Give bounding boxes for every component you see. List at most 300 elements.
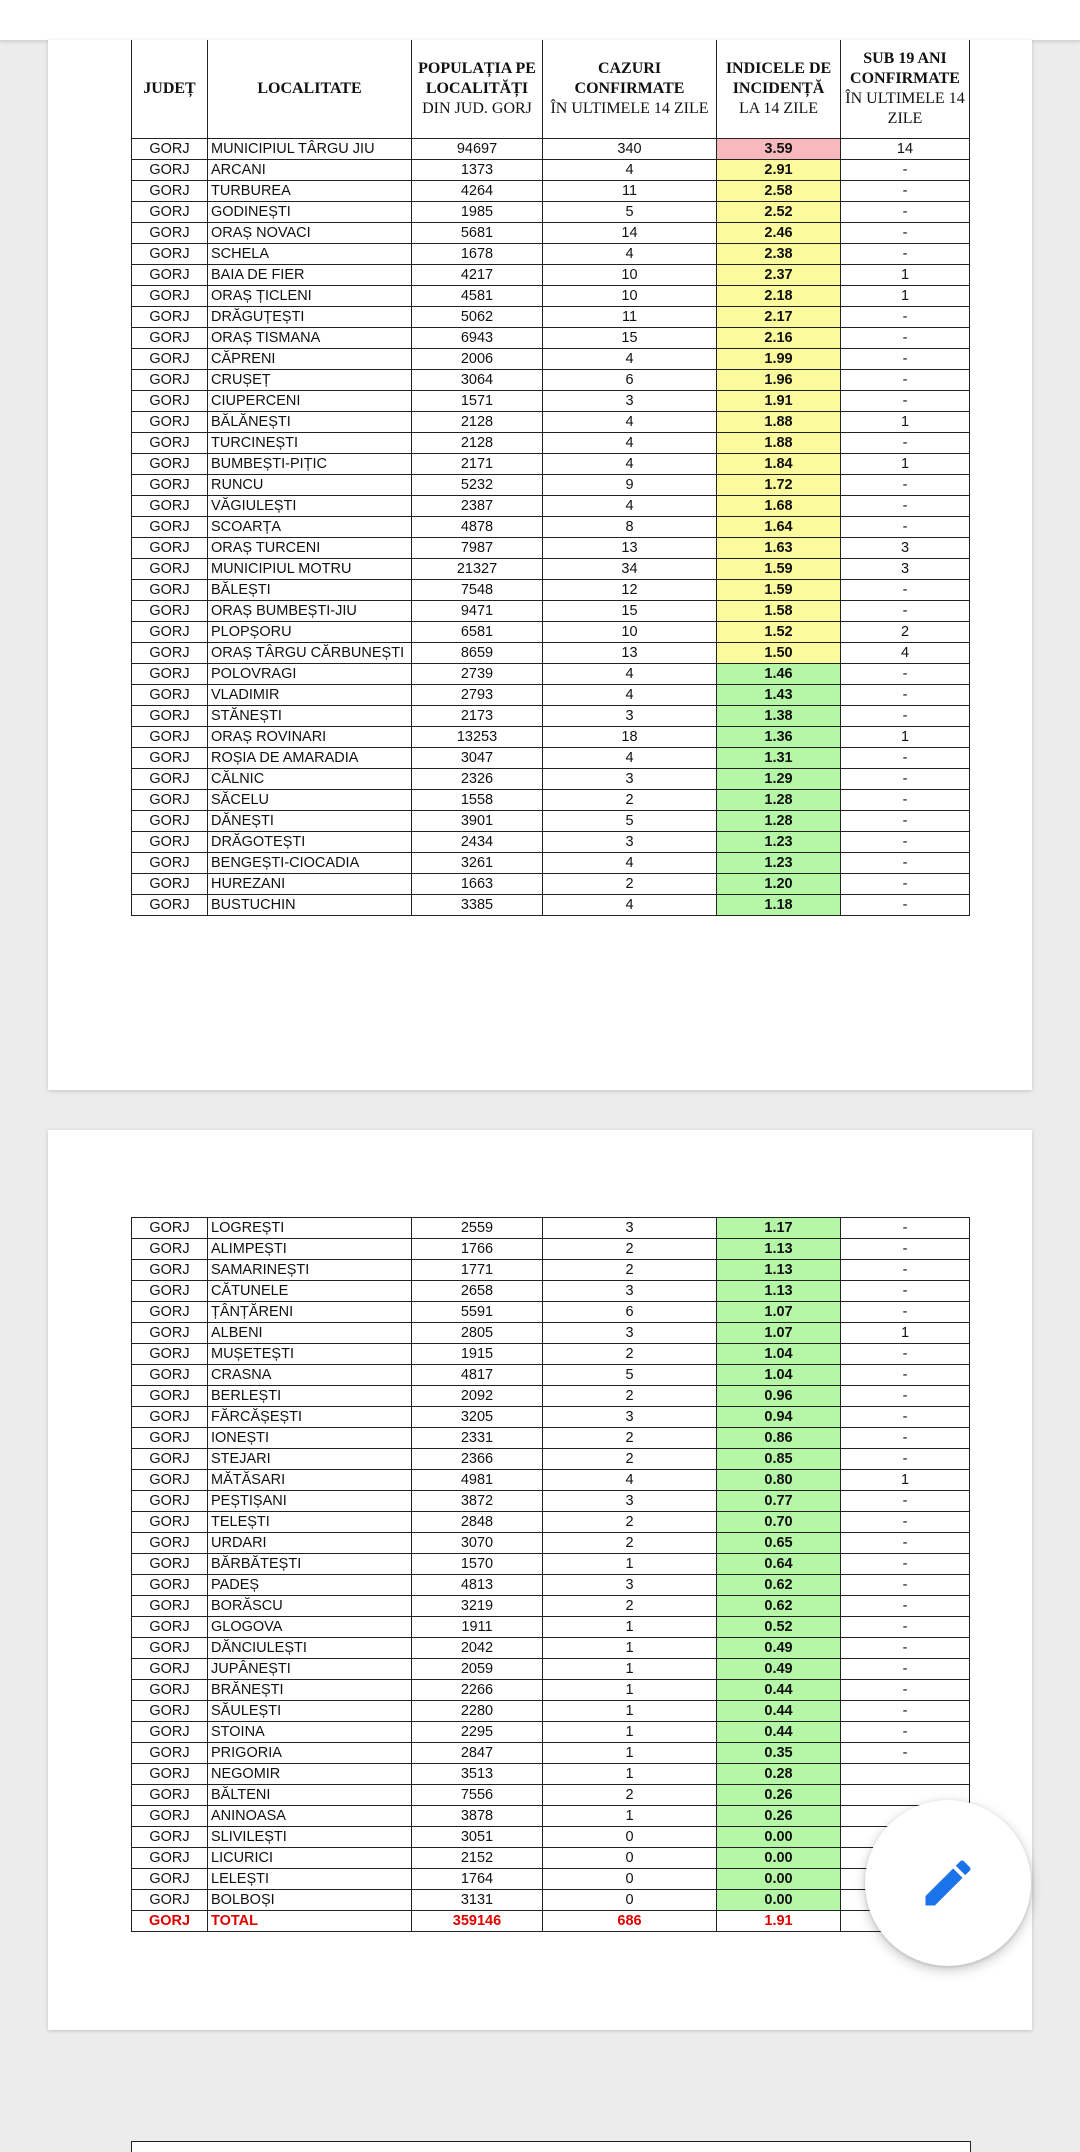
cell-sub19: 4 [841, 643, 970, 664]
table-row [132, 1785, 970, 1806]
table-row [132, 328, 970, 349]
cell-localitate: CĂPRENI [208, 349, 412, 370]
cell-populatie: 1985 [412, 202, 543, 223]
cell-judet: GORJ [132, 1827, 208, 1848]
cell-indice: 0.26 [717, 1806, 841, 1827]
table-row [132, 1386, 970, 1407]
cell-populatie: 4981 [412, 1470, 543, 1491]
cell-indice: 0.26 [717, 1785, 841, 1806]
cell-cazuri: 13 [543, 643, 717, 664]
cell-indice: 1.07 [717, 1302, 841, 1323]
incidence-table-page-1 [131, 40, 970, 916]
cell-judet: GORJ [132, 1890, 208, 1911]
cell-cazuri: 2 [543, 1344, 717, 1365]
cell-sub19: 1 [841, 454, 970, 475]
cell-localitate: ORAȘ ȚICLENI [208, 286, 412, 307]
cell-judet: GORJ [132, 1281, 208, 1302]
cell-localitate: ROȘIA DE AMARADIA [208, 748, 412, 769]
total-row [132, 1911, 970, 1932]
cell-indice: 0.96 [717, 1386, 841, 1407]
table-row [132, 1323, 970, 1344]
cell-cazuri: 3 [543, 1491, 717, 1512]
cell-judet: GORJ [132, 181, 208, 202]
table-row [132, 181, 970, 202]
cell-sub19: - [841, 433, 970, 454]
cell-localitate: IONEȘTI [208, 1428, 412, 1449]
cell-populatie: 1570 [412, 1554, 543, 1575]
cell-judet: GORJ [132, 1617, 208, 1638]
cell-sub19: - [841, 1449, 970, 1470]
cell-sub19: - [841, 1533, 970, 1554]
cell-localitate: VLADIMIR [208, 685, 412, 706]
cell-sub19: - [841, 1554, 970, 1575]
table-row [132, 265, 970, 286]
cell-judet: GORJ [132, 1743, 208, 1764]
cell-sub19: - [841, 664, 970, 685]
cell-localitate: ARCANI [208, 160, 412, 181]
cell-cazuri: 8 [543, 517, 717, 538]
cell-cazuri: 4 [543, 685, 717, 706]
table-row [132, 664, 970, 685]
cell-indice: 1.43 [717, 685, 841, 706]
next-table-top-edge [131, 2141, 971, 2152]
cell-populatie: 1558 [412, 790, 543, 811]
cell-localitate: GLOGOVA [208, 1617, 412, 1638]
cell-sub19: - [841, 769, 970, 790]
cell-judet: GORJ [132, 832, 208, 853]
cell-populatie: 3131 [412, 1890, 543, 1911]
cell-judet: GORJ [132, 664, 208, 685]
cell-sub19: - [841, 1701, 970, 1722]
table-row [132, 643, 970, 664]
cell-indice: 1.04 [717, 1365, 841, 1386]
cell-sub19: - [841, 160, 970, 181]
cell-indice: 3.59 [717, 139, 841, 160]
cell-sub19: - [841, 895, 970, 916]
table-row [132, 307, 970, 328]
cell-cazuri: 4 [543, 748, 717, 769]
cell-judet: GORJ [132, 538, 208, 559]
cell-indice: 1.13 [717, 1260, 841, 1281]
table-row [132, 223, 970, 244]
cell-localitate: ORAȘ TURCENI [208, 538, 412, 559]
cell-indice: 1.88 [717, 412, 841, 433]
cell-cazuri: 9 [543, 475, 717, 496]
cell-sub19: - [841, 1302, 970, 1323]
table-row [132, 1806, 970, 1827]
cell-judet: GORJ [132, 685, 208, 706]
cell-judet: GORJ [132, 1701, 208, 1722]
table-row [132, 1281, 970, 1302]
cell-indice: 1.58 [717, 601, 841, 622]
cell-localitate: BRĂNEȘTI [208, 1680, 412, 1701]
cell-sub19: - [841, 811, 970, 832]
cell-cazuri: 3 [543, 391, 717, 412]
cell-indice: 2.46 [717, 223, 841, 244]
cell-populatie: 5232 [412, 475, 543, 496]
cell-populatie: 2326 [412, 769, 543, 790]
cell-indice: 0.94 [717, 1407, 841, 1428]
cell-cazuri: 1 [543, 1806, 717, 1827]
cell-localitate: SĂULEȘTI [208, 1701, 412, 1722]
cell-judet: GORJ [132, 1869, 208, 1890]
cell-cazuri: 5 [543, 202, 717, 223]
cell-localitate: PLOPȘORU [208, 622, 412, 643]
cell-judet: GORJ [132, 559, 208, 580]
cell-judet: GORJ [132, 1386, 208, 1407]
cell-sub19: - [841, 580, 970, 601]
table-row [132, 895, 970, 916]
cell-localitate: MUNICIPIUL MOTRU [208, 559, 412, 580]
cell-judet: GORJ [132, 748, 208, 769]
cell-sub19: - [841, 874, 970, 895]
cell-cazuri: 2 [543, 790, 717, 811]
cell-indice: 1.20 [717, 874, 841, 895]
cell-populatie: 1373 [412, 160, 543, 181]
cell-localitate: BORĂSCU [208, 1596, 412, 1617]
cell-sub19: 1 [841, 1323, 970, 1344]
cell-localitate: STĂNEȘTI [208, 706, 412, 727]
cell-localitate: TURCINEȘTI [208, 433, 412, 454]
cell-sub19: - [841, 1575, 970, 1596]
cell-cazuri: 1 [543, 1554, 717, 1575]
cell-judet: GORJ [132, 265, 208, 286]
cell-populatie: 2280 [412, 1701, 543, 1722]
table-row [132, 769, 970, 790]
cell-populatie: 5681 [412, 223, 543, 244]
cell-indice: 0.52 [717, 1617, 841, 1638]
cell-populatie: 6943 [412, 328, 543, 349]
cell-indice: 1.59 [717, 580, 841, 601]
edit-fab-button[interactable] [865, 1800, 1031, 1966]
cell-indice: 0.00 [717, 1869, 841, 1890]
table-row [132, 1869, 970, 1890]
cell-populatie: 2658 [412, 1281, 543, 1302]
cell-indice: 0.35 [717, 1743, 841, 1764]
table-row [132, 1554, 970, 1575]
cell-indice: 0.44 [717, 1701, 841, 1722]
table-row [132, 622, 970, 643]
table-row [132, 1575, 970, 1596]
cell-judet: GORJ [132, 706, 208, 727]
cell-indice: 1.17 [717, 1218, 841, 1239]
header-cazuri: CAZURI CONFIRMATE ÎN ULTIMELE 14 ZILE [543, 40, 717, 139]
table-row [132, 1827, 970, 1848]
cell-cazuri: 1 [543, 1743, 717, 1764]
cell-cazuri: 4 [543, 349, 717, 370]
cell-localitate: ȚÂNȚĂRENI [208, 1302, 412, 1323]
table-row [132, 286, 970, 307]
cell-cazuri: 3 [543, 1575, 717, 1596]
table-row [132, 1365, 970, 1386]
cell-localitate: ORAȘ TISMANA [208, 328, 412, 349]
table-row [132, 1491, 970, 1512]
cell-cazuri: 1 [543, 1617, 717, 1638]
cell-sub19: - [841, 307, 970, 328]
cell-cazuri: 4 [543, 454, 717, 475]
cell-localitate: DĂNCIULEȘTI [208, 1638, 412, 1659]
cell-populatie: 1663 [412, 874, 543, 895]
cell-sub19: - [841, 391, 970, 412]
pencil-edit-icon [918, 1853, 978, 1913]
cell-sub19 [841, 1764, 970, 1785]
cell-judet: GORJ [132, 1848, 208, 1869]
cell-indice: 0.70 [717, 1512, 841, 1533]
cell-cazuri: 4 [543, 496, 717, 517]
table-row [132, 202, 970, 223]
table-row [132, 1722, 970, 1743]
cell-sub19: - [841, 1218, 970, 1239]
cell-judet: GORJ [132, 1428, 208, 1449]
table-row [132, 1701, 970, 1722]
cell-indice: 0.00 [717, 1827, 841, 1848]
cell-cazuri: 11 [543, 307, 717, 328]
cell-localitate: ORAȘ ROVINARI [208, 727, 412, 748]
cell-indice: 1.64 [717, 517, 841, 538]
cell-judet: GORJ [132, 811, 208, 832]
cell-sub19: - [841, 517, 970, 538]
cell-populatie: 3070 [412, 1533, 543, 1554]
top-app-bar [0, 0, 1080, 41]
cell-localitate: ALIMPEȘTI [208, 1239, 412, 1260]
cell-sub19: - [841, 1722, 970, 1743]
cell-populatie: 2266 [412, 1680, 543, 1701]
cell-localitate: SĂCELU [208, 790, 412, 811]
cell-cazuri: 1 [543, 1722, 717, 1743]
cell-judet: GORJ [132, 1407, 208, 1428]
cell-cazuri: 15 [543, 328, 717, 349]
cell-cazuri: 3 [543, 832, 717, 853]
table-row [132, 475, 970, 496]
cell-indice: 0.86 [717, 1428, 841, 1449]
table-row [132, 1260, 970, 1281]
cell-cazuri: 11 [543, 181, 717, 202]
cell-populatie: 3513 [412, 1764, 543, 1785]
cell-sub19: - [841, 328, 970, 349]
cell-judet: GORJ [132, 1722, 208, 1743]
cell-cazuri: 2 [543, 1785, 717, 1806]
cell-populatie: 2173 [412, 706, 543, 727]
cell-cazuri: 10 [543, 286, 717, 307]
cell-localitate: ORAȘ BUMBEȘTI-JIU [208, 601, 412, 622]
cell-populatie: 8659 [412, 643, 543, 664]
header-judet: JUDEȚ [132, 40, 208, 139]
cell-cazuri: 2 [543, 1449, 717, 1470]
table-row [132, 1407, 970, 1428]
table-row [132, 790, 970, 811]
cell-populatie: 2092 [412, 1386, 543, 1407]
table-row [132, 160, 970, 181]
header-indice: INDICELE DE INCIDENȚĂ LA 14 ZILE [717, 40, 841, 139]
cell-populatie: 3901 [412, 811, 543, 832]
table-row [132, 601, 970, 622]
table-row [132, 1848, 970, 1869]
table-row [132, 1659, 970, 1680]
cell-judet: GORJ [132, 223, 208, 244]
cell-indice: 2.17 [717, 307, 841, 328]
cell-judet: GORJ [132, 349, 208, 370]
table-row [132, 244, 970, 265]
table-row [132, 1428, 970, 1449]
cell-sub19: 3 [841, 559, 970, 580]
cell-sub19: - [841, 1281, 970, 1302]
cell-judet: GORJ [132, 1659, 208, 1680]
cell-indice: 1.46 [717, 664, 841, 685]
cell-indice: 0.00 [717, 1890, 841, 1911]
cell-judet: GORJ [132, 853, 208, 874]
cell-judet: GORJ [132, 412, 208, 433]
cell-localitate: STOINA [208, 1722, 412, 1743]
cell-sub19: - [841, 748, 970, 769]
table-row [132, 1239, 970, 1260]
document-page-1 [48, 40, 1032, 1090]
cell-sub19: - [841, 1512, 970, 1533]
cell-populatie: 2006 [412, 349, 543, 370]
table-row [132, 139, 970, 160]
cell-cazuri: 12 [543, 580, 717, 601]
cell-localitate: VĂGIULEȘTI [208, 496, 412, 517]
cell-populatie: 2366 [412, 1449, 543, 1470]
cell-cazuri: 2 [543, 1533, 717, 1554]
cell-judet: GORJ [132, 328, 208, 349]
cell-populatie: 4581 [412, 286, 543, 307]
cell-cazuri: 3 [543, 1281, 717, 1302]
cell-indice: 0.44 [717, 1722, 841, 1743]
cell-localitate: BĂLĂNEȘTI [208, 412, 412, 433]
cell-judet: GORJ [132, 433, 208, 454]
cell-populatie: 2739 [412, 664, 543, 685]
cell-populatie: 1771 [412, 1260, 543, 1281]
cell-localitate: SLIVILEȘTI [208, 1827, 412, 1848]
cell-sub19: - [841, 790, 970, 811]
cell-indice: 1.18 [717, 895, 841, 916]
cell-sub19: - [841, 1743, 970, 1764]
cell-localitate: MĂTĂSARI [208, 1470, 412, 1491]
cell-populatie: 3261 [412, 853, 543, 874]
cell-sub19: 14 [841, 139, 970, 160]
cell-populatie: 9471 [412, 601, 543, 622]
cell-indice: 1.07 [717, 1323, 841, 1344]
table-header-row [132, 40, 970, 139]
cell-localitate: PEȘTIȘANI [208, 1491, 412, 1512]
header-sub19: SUB 19 ANI CONFIRMATE ÎN ULTIMELE 14 ZILE [841, 40, 970, 139]
cell-localitate: MUȘETEȘTI [208, 1344, 412, 1365]
cell-localitate: TURBUREA [208, 181, 412, 202]
cell-indice: 2.58 [717, 181, 841, 202]
cell-indice: 0.80 [717, 1470, 841, 1491]
cell-populatie: 2847 [412, 1743, 543, 1764]
total-label: TOTAL [208, 1911, 412, 1932]
cell-indice: 0.77 [717, 1491, 841, 1512]
cell-populatie: 5062 [412, 307, 543, 328]
cell-cazuri: 2 [543, 1596, 717, 1617]
cell-localitate: CĂTUNELE [208, 1281, 412, 1302]
cell-populatie: 2128 [412, 412, 543, 433]
cell-localitate: DRĂGOTEȘTI [208, 832, 412, 853]
cell-judet: GORJ [132, 580, 208, 601]
cell-populatie: 3385 [412, 895, 543, 916]
cell-judet: GORJ [132, 139, 208, 160]
cell-indice: 1.91 [717, 391, 841, 412]
cell-judet: GORJ [132, 1554, 208, 1575]
cell-indice: 1.72 [717, 475, 841, 496]
cell-populatie: 2805 [412, 1323, 543, 1344]
cell-cazuri: 4 [543, 1470, 717, 1491]
cell-judet: GORJ [132, 1449, 208, 1470]
cell-cazuri: 3 [543, 1323, 717, 1344]
cell-indice: 2.37 [717, 265, 841, 286]
cell-sub19: - [841, 496, 970, 517]
table-row [132, 1743, 970, 1764]
table-row [132, 1449, 970, 1470]
cell-cazuri: 2 [543, 1428, 717, 1449]
header-localitate: LOCALITATE [208, 40, 412, 139]
cell-sub19: - [841, 1260, 970, 1281]
cell-sub19: - [841, 706, 970, 727]
cell-populatie: 1766 [412, 1239, 543, 1260]
table-row [132, 685, 970, 706]
cell-judet: GORJ [132, 1344, 208, 1365]
cell-cazuri: 4 [543, 160, 717, 181]
cell-localitate: DĂNEȘTI [208, 811, 412, 832]
cell-judet: GORJ [132, 1260, 208, 1281]
cell-judet: GORJ [132, 622, 208, 643]
cell-populatie: 2559 [412, 1218, 543, 1239]
cell-judet: GORJ [132, 307, 208, 328]
cell-populatie: 2434 [412, 832, 543, 853]
cell-cazuri: 10 [543, 265, 717, 286]
cell-indice: 1.04 [717, 1344, 841, 1365]
cell-judet: GORJ [132, 1302, 208, 1323]
cell-sub19: - [841, 601, 970, 622]
cell-judet: GORJ [132, 1512, 208, 1533]
cell-indice: 1.88 [717, 433, 841, 454]
cell-cazuri: 2 [543, 874, 717, 895]
cell-populatie: 7556 [412, 1785, 543, 1806]
cell-indice: 1.38 [717, 706, 841, 727]
table-row [132, 349, 970, 370]
table-row [132, 748, 970, 769]
cell-judet: GORJ [132, 475, 208, 496]
cell-sub19: - [841, 370, 970, 391]
cell-localitate: CRUȘEȚ [208, 370, 412, 391]
cell-cazuri: 4 [543, 895, 717, 916]
table-row [132, 811, 970, 832]
cell-cazuri: 340 [543, 139, 717, 160]
cell-sub19: - [841, 1386, 970, 1407]
cell-localitate: STEJARI [208, 1449, 412, 1470]
cell-localitate: ORAȘ TÂRGU CĂRBUNEȘTI [208, 643, 412, 664]
cell-populatie: 1911 [412, 1617, 543, 1638]
cell-cazuri: 2 [543, 1386, 717, 1407]
cell-localitate: URDARI [208, 1533, 412, 1554]
cell-localitate: NEGOMIR [208, 1764, 412, 1785]
cell-populatie: 7987 [412, 538, 543, 559]
cell-populatie: 2331 [412, 1428, 543, 1449]
cell-judet: GORJ [132, 202, 208, 223]
cell-cazuri: 4 [543, 664, 717, 685]
cell-indice: 0.65 [717, 1533, 841, 1554]
cell-localitate: BĂLEȘTI [208, 580, 412, 601]
cell-judet: GORJ [132, 1533, 208, 1554]
cell-cazuri: 1 [543, 1659, 717, 1680]
cell-populatie: 1571 [412, 391, 543, 412]
cell-populatie: 3064 [412, 370, 543, 391]
cell-sub19: - [841, 1659, 970, 1680]
cell-localitate: LOGREȘTI [208, 1218, 412, 1239]
cell-indice: 1.50 [717, 643, 841, 664]
cell-populatie: 1764 [412, 1869, 543, 1890]
